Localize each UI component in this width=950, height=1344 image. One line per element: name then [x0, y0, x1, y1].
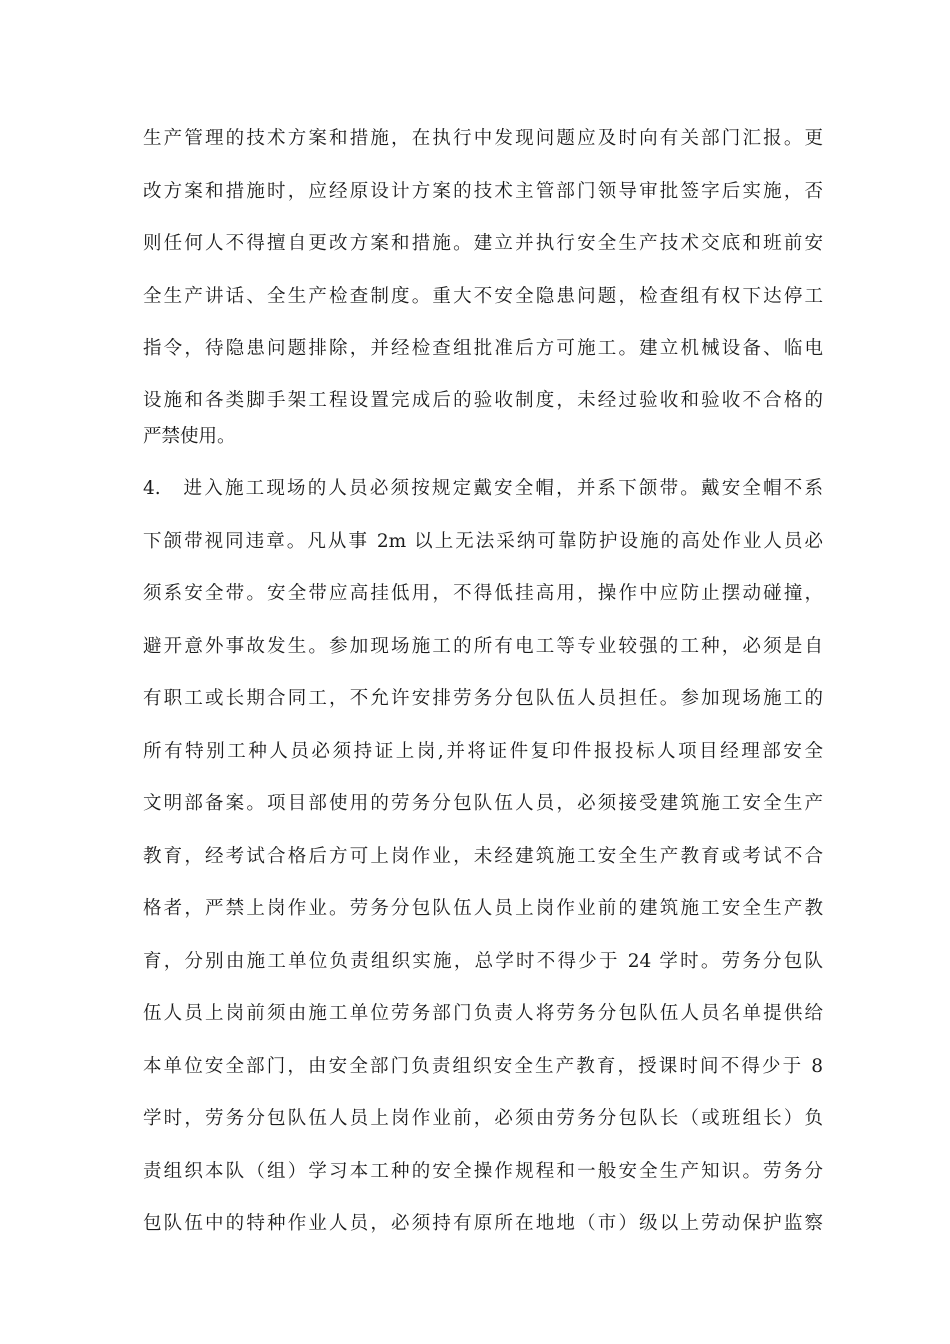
text-line: 生产管理的技术方案和措施，在执行中发现问题应及时向有关部门汇报。更 [143, 128, 823, 149]
text-line: 文明部备案。项目部使用的劳务分包队伍人员，必须接受建筑施工安全生产 [143, 793, 823, 814]
text-line: 学时，劳务分包队伍人员上岗作业前，必须由劳务分包队长（或班组长）负 [143, 1108, 823, 1129]
text-line: 有职工或长期合同工，不允许安排劳务分包队伍人员担任。参加现场施工的 [143, 688, 823, 709]
text-line: 则任何人不得擅自更改方案和措施。建立并执行安全生产技术交底和班前安 [143, 233, 823, 254]
text-line: 严禁使用。 [143, 426, 236, 447]
text-line: 改方案和措施时，应经原设计方案的技术主管部门领导审批签字后实施，否 [143, 181, 823, 202]
list-item-4-line: 4. 进入施工现场的人员必须按规定戴安全帽，并系下颌带。戴安全帽不系 [143, 478, 823, 499]
text-line: 设施和各类脚手架工程设置完成后的验收制度，未经过验收和验收不合格的 [143, 390, 823, 411]
text-line: 格者，严禁上岗作业。劳务分包队伍人员上岗作业前的建筑施工安全生产教 [143, 898, 823, 919]
text-line: 避开意外事故发生。参加现场施工的所有电工等专业较强的工种，必须是自 [143, 636, 823, 657]
text-line: 包队伍中的特种作业人员，必须持有原所在地地（市）级以上劳动保护监察 [143, 1213, 823, 1234]
text-line: 下颌带视同违章。凡从事 2m 以上无法采纳可靠防护设施的高处作业人员必 [143, 531, 823, 552]
text-line: 须系安全带。安全带应高挂低用，不得低挂高用，操作中应防止摆动碰撞， [143, 583, 823, 604]
text-line: 指令，待隐患问题排除，并经检查组批准后方可施工。建立机械设备、临电 [143, 338, 823, 359]
text-line: 所有特别工种人员必须持证上岗,并将证件复印件报投标人项目经理部安全 [143, 741, 823, 762]
text-line: 本单位安全部门，由安全部门负责组织安全生产教育，授课时间不得少于 8 [143, 1056, 823, 1077]
text-line: 育，分别由施工单位负责组织实施，总学时不得少于 24 学时。劳务分包队 [143, 951, 823, 972]
text-line: 责组织本队（组）学习本工种的安全操作规程和一般安全生产知识。劳务分 [143, 1161, 823, 1182]
text-line: 伍人员上岗前须由施工单位劳务部门负责人将劳务分包队伍人员名单提供给 [143, 1003, 823, 1024]
text-line: 全生产讲话、全生产检查制度。重大不安全隐患问题，检查组有权下达停工 [143, 286, 823, 307]
text-line: 教育，经考试合格后方可上岗作业，未经建筑施工安全生产教育或考试不合 [143, 846, 823, 867]
